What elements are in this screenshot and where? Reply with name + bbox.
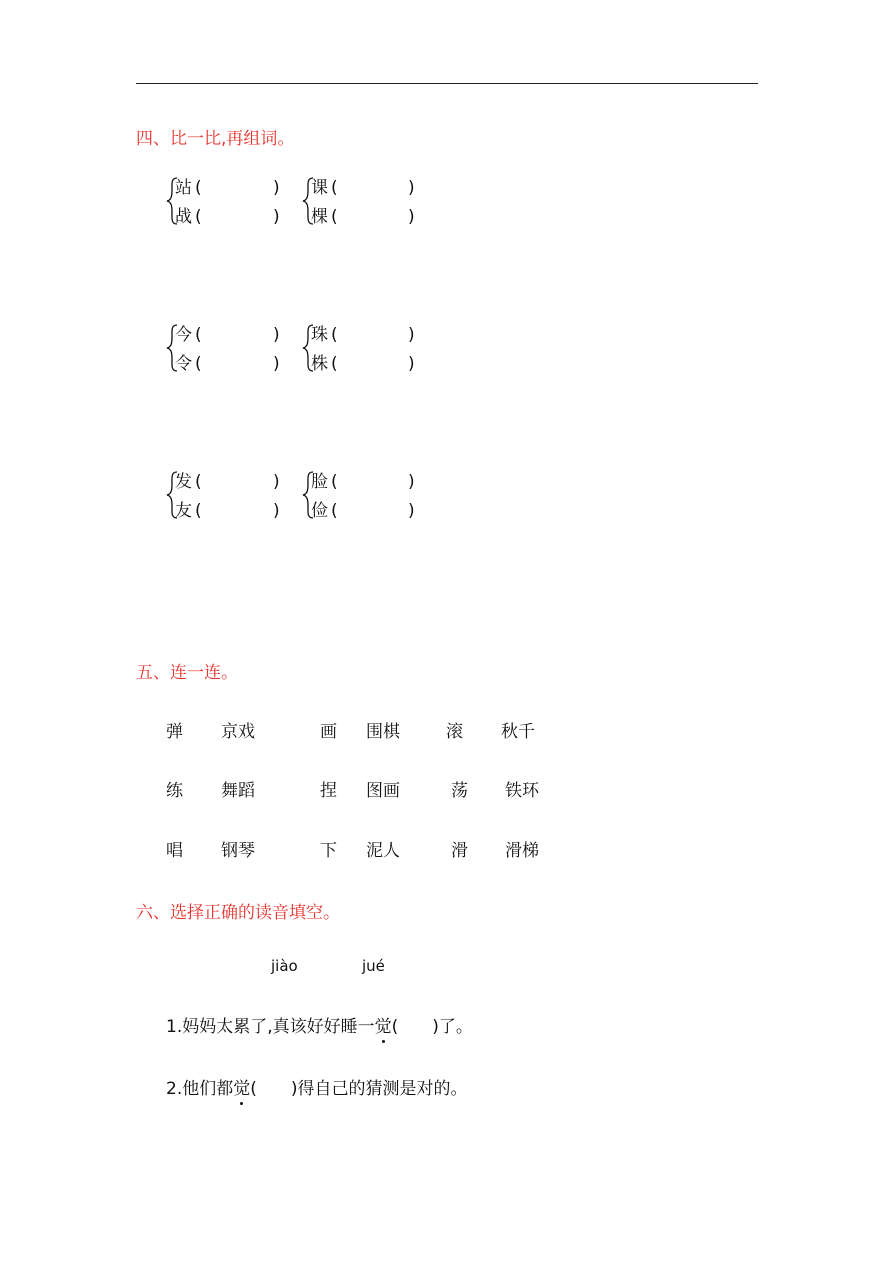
- question-1: [166, 1012, 473, 1037]
- question-1-text: 1.妈妈太累了,真该好好睡一: [166, 1017, 375, 1037]
- word-char: 令: [175, 354, 192, 374]
- section-5-heading: 五、连一连。: [136, 663, 238, 683]
- answer-open-paren: (: [195, 325, 202, 345]
- answer-open-paren: (: [331, 472, 338, 492]
- section-4-heading: 四、比一比,再组词。: [136, 129, 295, 149]
- question-2: [166, 1074, 468, 1099]
- word-char: 俭: [311, 501, 328, 521]
- word-char: 脸: [311, 472, 328, 492]
- answer-open-paren: (: [195, 501, 202, 521]
- answer-open-paren: (: [195, 354, 202, 374]
- answer-close-paren: ): [408, 501, 415, 521]
- match-verb: 捏: [320, 781, 337, 801]
- answer-open-paren: (: [195, 207, 202, 227]
- word-char: 株: [311, 354, 328, 374]
- answer-open-paren: (: [331, 354, 338, 374]
- match-noun: 围棋: [366, 722, 400, 742]
- answer-close-paren: ): [273, 178, 280, 198]
- question-1-blank: ( )了。: [391, 1017, 473, 1037]
- answer-open-paren: (: [331, 501, 338, 521]
- match-noun: 舞蹈: [221, 781, 255, 801]
- match-verb: 滚: [446, 722, 463, 742]
- match-verb: 滑: [451, 841, 468, 861]
- word-char: 棵: [311, 207, 328, 227]
- pinyin-option: jué: [362, 957, 385, 975]
- answer-open-paren: (: [331, 178, 338, 198]
- dotted-char: 觉: [233, 1079, 251, 1099]
- top-rule: [136, 83, 758, 84]
- word-char: 珠: [311, 325, 328, 345]
- match-noun: 钢琴: [221, 841, 255, 861]
- word-char: 友: [175, 501, 192, 521]
- answer-open-paren: (: [195, 178, 202, 198]
- match-noun: 图画: [366, 781, 400, 801]
- answer-open-paren: (: [195, 472, 202, 492]
- match-verb: 练: [166, 781, 183, 801]
- section-6-heading: 六、选择正确的读音填空。: [136, 903, 340, 923]
- answer-close-paren: ): [408, 207, 415, 227]
- match-noun: 京戏: [221, 722, 255, 742]
- match-noun: 秋千: [501, 722, 535, 742]
- word-char: 今: [175, 325, 192, 345]
- match-verb: 荡: [451, 781, 468, 801]
- answer-open-paren: (: [331, 325, 338, 345]
- answer-close-paren: ): [408, 354, 415, 374]
- match-verb: 弹: [166, 722, 183, 742]
- answer-close-paren: ): [273, 501, 280, 521]
- question-2-text: 2.他们都: [166, 1079, 234, 1099]
- answer-close-paren: ): [408, 178, 415, 198]
- word-char: 课: [311, 178, 328, 198]
- answer-close-paren: ): [273, 354, 280, 374]
- question-2-blank: ( )得自己的猜测是对的。: [250, 1079, 468, 1099]
- word-char: 战: [175, 207, 192, 227]
- match-verb: 画: [320, 722, 337, 742]
- match-noun: 滑梯: [505, 841, 539, 861]
- match-verb: 下: [320, 841, 337, 861]
- match-noun: 铁环: [505, 781, 539, 801]
- answer-close-paren: ): [273, 207, 280, 227]
- answer-close-paren: ): [273, 472, 280, 492]
- answer-close-paren: ): [408, 472, 415, 492]
- word-char: 发: [175, 472, 192, 492]
- answer-open-paren: (: [331, 207, 338, 227]
- answer-close-paren: ): [408, 325, 415, 345]
- match-verb: 唱: [166, 841, 183, 861]
- answer-close-paren: ): [273, 325, 280, 345]
- dotted-char: 觉: [374, 1017, 392, 1037]
- match-noun: 泥人: [366, 841, 400, 861]
- word-char: 站: [175, 178, 192, 198]
- pinyin-option: jiào: [271, 957, 298, 975]
